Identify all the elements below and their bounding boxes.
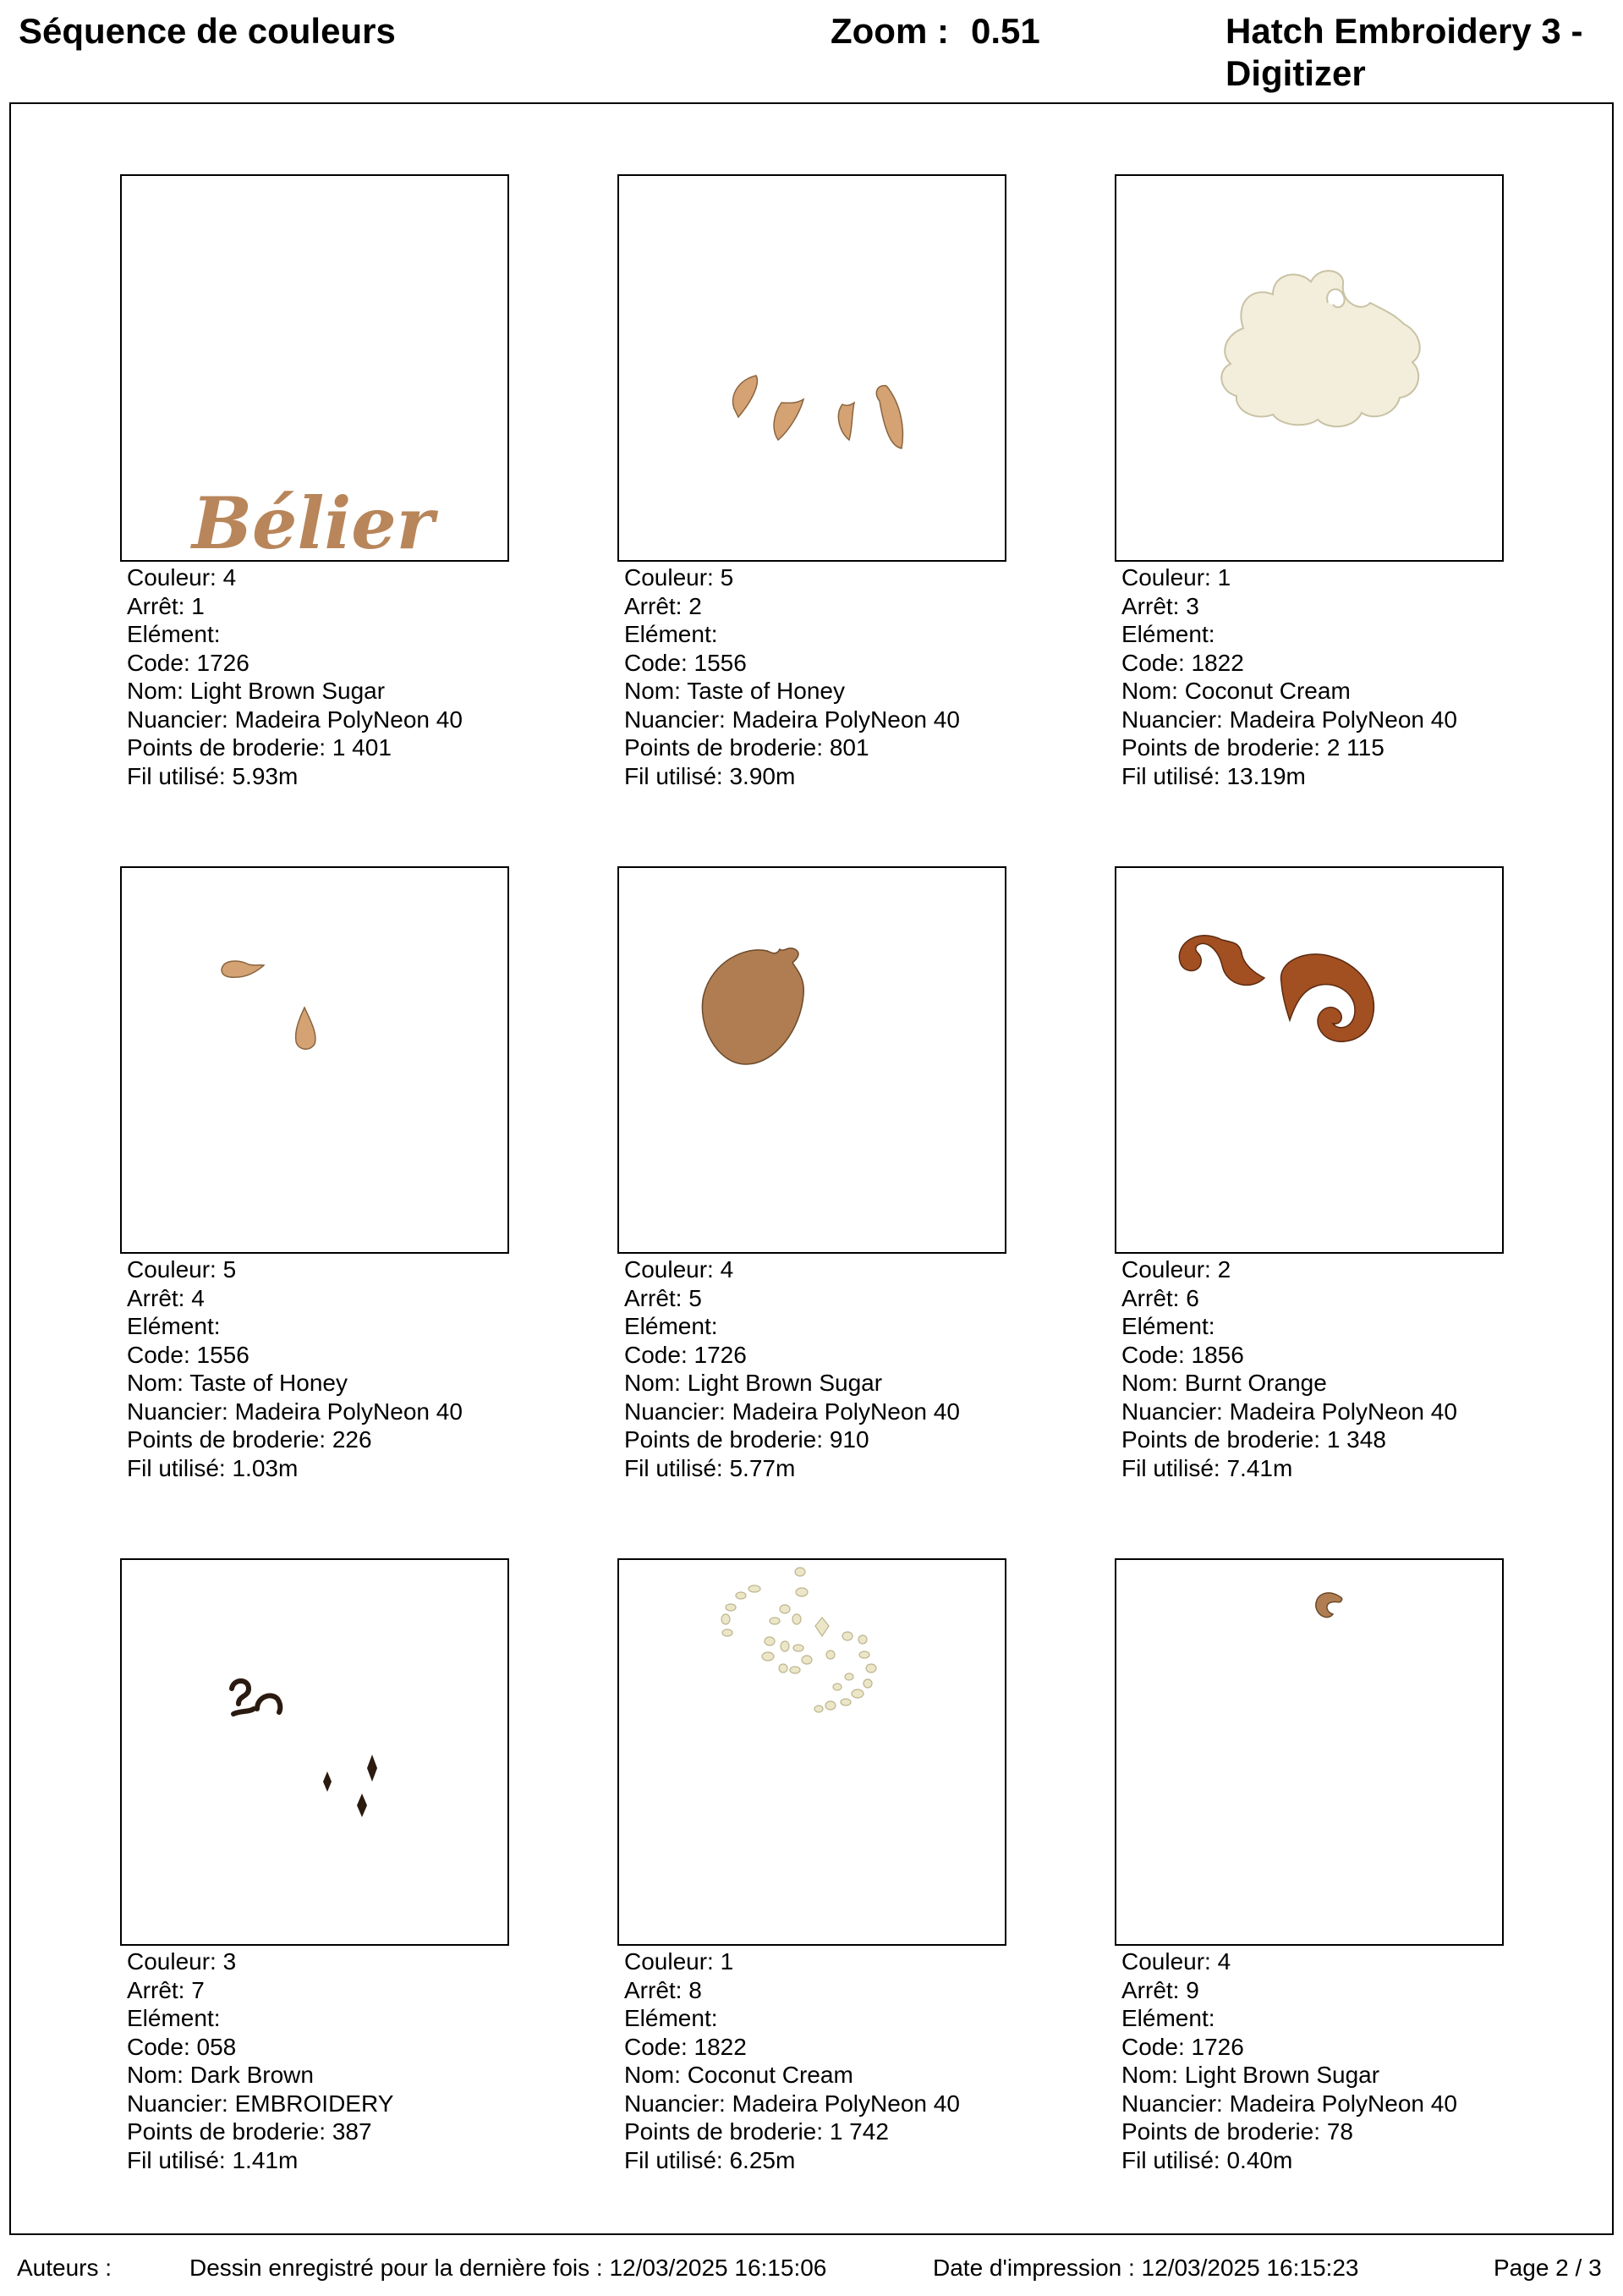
points-row — [1121, 733, 1457, 762]
nuancier-label: Nuancier: — [624, 2090, 726, 2117]
nom-label: Nom: — [1121, 678, 1178, 704]
couleur-row — [1121, 563, 1457, 592]
sparkle-small-left — [323, 1771, 332, 1792]
leaf-dot — [842, 1632, 853, 1640]
horn-shape-left — [1179, 936, 1264, 986]
arret-label: Arrêt: — [127, 1976, 185, 2003]
points-value: 387 — [332, 2118, 372, 2145]
points-label: Points de broderie: — [1121, 1426, 1321, 1453]
leaf-dot — [802, 1656, 812, 1664]
code-row — [127, 649, 463, 678]
nom-row — [127, 677, 463, 706]
points-label: Points de broderie: — [127, 734, 326, 761]
nuancier-row — [624, 1398, 960, 1426]
nostril-curl-shape — [1316, 1593, 1342, 1618]
element-row — [624, 620, 960, 649]
fil-row — [1121, 1454, 1457, 1483]
leaf-dots-group — [721, 1568, 876, 1712]
code-value: 058 — [196, 2033, 237, 2060]
nom-value: Taste of Honey — [189, 1370, 348, 1396]
wool-cloud-shape — [1221, 271, 1419, 426]
element-label: Elément: — [1121, 621, 1215, 647]
couleur-row — [1121, 1947, 1457, 1976]
element-row — [1121, 1312, 1457, 1341]
nuancier-label: Nuancier: — [1121, 706, 1223, 733]
nuancier-row — [127, 706, 463, 734]
arret-label: Arrêt: — [127, 1284, 185, 1311]
couleur-label: Couleur: — [1121, 1256, 1211, 1283]
arret-value: 5 — [688, 1284, 702, 1311]
leaf-dot — [852, 1689, 864, 1698]
nom-row — [127, 2061, 393, 2090]
zoom-value: 0.51 — [970, 11, 1040, 51]
fil-label: Fil utilisé: — [624, 2146, 723, 2173]
footer-page-number: Page 2 / 3 — [1494, 2255, 1602, 2281]
element-label: Elément: — [127, 2005, 221, 2031]
element-row — [1121, 620, 1457, 649]
code-label: Code: — [1121, 1341, 1185, 1368]
design-preview-face — [619, 868, 1006, 1254]
leaf-dot — [825, 1701, 836, 1710]
points-value: 1 742 — [829, 2118, 889, 2145]
fil-label: Fil utilisé: — [1121, 2146, 1220, 2173]
arret-label: Arrêt: — [1121, 1284, 1180, 1311]
face-oval-shape — [702, 948, 803, 1064]
couleur-label: Couleur: — [1121, 1948, 1211, 1975]
code-value: 1726 — [196, 649, 249, 676]
stop-thumbnail-5 — [617, 866, 1006, 1254]
nuancier-label: Nuancier: — [127, 2090, 228, 2117]
design-preview-nostril — [1116, 1560, 1504, 1946]
code-value: 1556 — [196, 1341, 249, 1368]
points-label: Points de broderie: — [1121, 2118, 1321, 2145]
nuancier-row — [1121, 706, 1457, 734]
fil-label: Fil utilisé: — [1121, 762, 1220, 789]
nuancier-label: Nuancier: — [624, 1398, 726, 1425]
code-label: Code: — [127, 1341, 190, 1368]
footer-print-date: Date d'impression : 12/03/2025 16:15:23 — [933, 2255, 1359, 2281]
stop-info-3 — [1121, 563, 1457, 790]
couleur-value: 2 — [1217, 1256, 1231, 1283]
arret-value: 2 — [688, 592, 702, 619]
couleur-value: 4 — [720, 1256, 734, 1283]
nuancier-row — [624, 706, 960, 734]
points-value: 910 — [829, 1426, 869, 1453]
arret-value: 6 — [1186, 1284, 1199, 1311]
couleur-value: 4 — [1217, 1948, 1231, 1975]
nom-label: Nom: — [624, 678, 681, 704]
stop-thumbnail-4 — [120, 866, 509, 1254]
leaf-dot — [790, 1667, 800, 1673]
leaf-diamond — [815, 1618, 829, 1636]
element-row — [127, 620, 463, 649]
element-label: Elément: — [624, 621, 718, 647]
stop-info-8 — [624, 1947, 960, 2174]
stop-info-5 — [624, 1255, 960, 1482]
nom-value: Light Brown Sugar — [687, 1370, 883, 1396]
couleur-row — [624, 1947, 960, 1976]
code-value: 1726 — [694, 1341, 747, 1368]
code-row — [624, 1341, 960, 1370]
ear-shape-left — [733, 376, 758, 417]
points-value: 1 401 — [332, 734, 392, 761]
fil-value: 13.19m — [1226, 762, 1306, 789]
code-value: 1726 — [1191, 2033, 1244, 2060]
code-label: Code: — [127, 2033, 190, 2060]
nom-value: Coconut Cream — [687, 2062, 853, 2088]
curl-detail-left — [232, 1681, 254, 1714]
stop-thumbnail-9 — [1115, 1558, 1504, 1946]
leaf-dot — [793, 1645, 803, 1651]
leaf-dot — [833, 1684, 842, 1690]
element-row — [624, 2004, 960, 2033]
app-name-line2: Digitizer — [1225, 53, 1366, 93]
drop-shape-horizontal — [222, 961, 264, 977]
design-preview-belier-text — [122, 176, 509, 562]
fil-label: Fil utilisé: — [1121, 1454, 1220, 1481]
arret-value: 4 — [191, 1284, 205, 1311]
points-label: Points de broderie: — [127, 1426, 326, 1453]
code-row — [127, 1341, 463, 1370]
code-label: Code: — [1121, 649, 1185, 676]
element-label: Elément: — [1121, 2005, 1215, 2031]
fil-row — [624, 2146, 960, 2175]
design-preview-details — [122, 1560, 509, 1946]
code-label: Code: — [127, 649, 190, 676]
nom-value: Coconut Cream — [1184, 678, 1351, 704]
ear-shape-right — [876, 386, 902, 448]
couleur-label: Couleur: — [624, 1256, 714, 1283]
nuancier-row — [127, 2090, 393, 2118]
code-row — [1121, 649, 1457, 678]
element-row — [127, 2004, 393, 2033]
points-row — [127, 1425, 463, 1454]
nuancier-label: Nuancier: — [624, 706, 726, 733]
fil-value: 6.25m — [729, 2146, 796, 2173]
couleur-label: Couleur: — [127, 1256, 217, 1283]
code-label: Code: — [1121, 2033, 1185, 2060]
fil-value: 1.03m — [232, 1454, 299, 1481]
leaf-dot — [845, 1673, 853, 1680]
points-label: Points de broderie: — [624, 734, 824, 761]
points-value: 226 — [332, 1426, 372, 1453]
ear-shape-right-inner — [838, 403, 854, 440]
couleur-row — [127, 563, 463, 592]
design-preview-leaves — [619, 1560, 1006, 1946]
sparkle-large — [367, 1755, 377, 1782]
design-preview-horns — [1116, 868, 1504, 1254]
couleur-value: 5 — [222, 1256, 237, 1283]
couleur-label: Couleur: — [624, 1948, 714, 1975]
points-row — [1121, 2117, 1457, 2146]
element-label: Elément: — [127, 621, 221, 647]
code-label: Code: — [624, 649, 688, 676]
couleur-value: 5 — [720, 564, 734, 590]
leaf-dot — [722, 1629, 732, 1636]
horn-shape-right — [1281, 954, 1374, 1041]
arret-row — [1121, 1976, 1457, 2005]
couleur-row — [1121, 1255, 1457, 1284]
stop-info-2 — [624, 563, 960, 790]
arret-value: 3 — [1186, 592, 1199, 619]
arret-value: 8 — [688, 1976, 702, 2003]
nom-row — [624, 2061, 960, 2090]
fil-label: Fil utilisé: — [127, 1454, 226, 1481]
points-row — [127, 2117, 393, 2146]
couleur-value: 4 — [222, 564, 237, 590]
stop-info-1 — [127, 563, 463, 790]
arret-label: Arrêt: — [624, 1284, 683, 1311]
element-label: Elément: — [1121, 1313, 1215, 1339]
couleur-label: Couleur: — [624, 564, 714, 590]
ear-shape-left-inner — [774, 399, 803, 440]
couleur-value: 1 — [720, 1948, 734, 1975]
stop-thumbnail-3 — [1115, 174, 1504, 562]
belier-lettering: Bélier — [192, 481, 434, 563]
leaf-dot — [814, 1706, 823, 1712]
arret-row — [624, 1976, 960, 2005]
curl-detail-right — [257, 1695, 280, 1712]
leaf-dot — [726, 1604, 736, 1611]
stop-thumbnail-2 — [617, 174, 1006, 562]
couleur-row — [624, 1255, 960, 1284]
code-label: Code: — [624, 1341, 688, 1368]
arret-value: 7 — [191, 1976, 205, 2003]
arret-label: Arrêt: — [127, 592, 185, 619]
leaf-dot — [762, 1652, 774, 1661]
points-row — [1121, 1425, 1457, 1454]
points-row — [624, 2117, 960, 2146]
fil-label: Fil utilisé: — [624, 762, 723, 789]
couleur-row — [624, 563, 960, 592]
nuancier-label: Nuancier: — [1121, 1398, 1223, 1425]
nom-row — [1121, 677, 1457, 706]
arret-value: 1 — [191, 592, 205, 619]
arret-row — [127, 1284, 463, 1313]
leaf-dot — [858, 1635, 867, 1644]
stop-info-9 — [1121, 1947, 1457, 2174]
nuancier-value: Madeira PolyNeon 40 — [1229, 706, 1457, 733]
fil-label: Fil utilisé: — [127, 2146, 226, 2173]
couleur-row — [127, 1947, 393, 1976]
element-row — [624, 1312, 960, 1341]
arret-label: Arrêt: — [1121, 1976, 1180, 2003]
fil-row — [1121, 2146, 1457, 2175]
nom-label: Nom: — [127, 2062, 184, 2088]
points-label: Points de broderie: — [127, 2118, 326, 2145]
page-title: Séquence de couleurs — [19, 11, 396, 51]
leaf-dot — [721, 1614, 730, 1624]
couleur-value: 3 — [222, 1948, 237, 1975]
nom-label: Nom: — [1121, 2062, 1178, 2088]
element-label: Elément: — [127, 1313, 221, 1339]
nom-row — [624, 677, 960, 706]
points-value: 78 — [1326, 2118, 1353, 2145]
stop-thumbnail-1 — [120, 174, 509, 562]
nom-value: Burnt Orange — [1184, 1370, 1327, 1396]
fil-row — [1121, 762, 1457, 791]
zoom-indicator — [831, 10, 1040, 52]
nom-value: Light Brown Sugar — [189, 678, 386, 704]
nuancier-value: Madeira PolyNeon 40 — [732, 1398, 960, 1425]
nom-value: Light Brown Sugar — [1184, 2062, 1380, 2088]
stop-thumbnail-7 — [120, 1558, 509, 1946]
fil-row — [624, 762, 960, 791]
leaf-dot — [770, 1618, 780, 1624]
arret-label: Arrêt: — [1121, 592, 1180, 619]
leaf-dot — [792, 1614, 801, 1624]
stop-info-4 — [127, 1255, 463, 1482]
leaf-dot — [864, 1679, 872, 1688]
nuancier-label: Nuancier: — [1121, 2090, 1223, 2117]
points-row — [624, 1425, 960, 1454]
nuancier-label: Nuancier: — [127, 706, 228, 733]
couleur-label: Couleur: — [127, 1948, 217, 1975]
fil-value: 3.90m — [729, 762, 796, 789]
arret-value: 9 — [1186, 1976, 1199, 2003]
points-value: 1 348 — [1326, 1426, 1386, 1453]
stop-thumbnail-6 — [1115, 866, 1504, 1254]
fil-value: 0.40m — [1226, 2146, 1293, 2173]
drop-shape-vertical — [296, 1008, 315, 1049]
couleur-value: 1 — [1217, 564, 1231, 590]
fil-label: Fil utilisé: — [127, 762, 226, 789]
leaf-dot — [841, 1699, 851, 1706]
code-value: 1822 — [694, 2033, 747, 2060]
nuancier-row — [624, 2090, 960, 2118]
points-label: Points de broderie: — [624, 1426, 824, 1453]
nom-label: Nom: — [1121, 1370, 1178, 1396]
footer-authors: Auteurs : — [17, 2255, 112, 2281]
code-value: 1822 — [1191, 649, 1244, 676]
couleur-label: Couleur: — [1121, 564, 1211, 590]
fil-value: 7.41m — [1226, 1454, 1293, 1481]
fil-label: Fil utilisé: — [624, 1454, 723, 1481]
nuancier-value: Madeira PolyNeon 40 — [732, 706, 960, 733]
couleur-label: Couleur: — [127, 564, 217, 590]
element-row — [127, 1312, 463, 1341]
nuancier-row — [127, 1398, 463, 1426]
arret-label: Arrêt: — [624, 592, 683, 619]
code-row — [127, 2033, 393, 2062]
nom-row — [624, 1369, 960, 1398]
stop-info-7 — [127, 1947, 393, 2174]
nuancier-value: Madeira PolyNeon 40 — [732, 2090, 960, 2117]
fil-row — [127, 762, 463, 791]
leaf-dot — [796, 1588, 808, 1596]
nom-row — [1121, 1369, 1457, 1398]
nom-row — [1121, 2061, 1457, 2090]
leaf-dot — [779, 1664, 787, 1673]
nuancier-row — [1121, 1398, 1457, 1426]
arret-label: Arrêt: — [624, 1976, 683, 2003]
stop-info-6 — [1121, 1255, 1457, 1482]
points-label: Points de broderie: — [1121, 734, 1321, 761]
nuancier-value: Madeira PolyNeon 40 — [1229, 1398, 1457, 1425]
nom-row — [127, 1369, 463, 1398]
leaf-dot — [866, 1664, 876, 1673]
arret-row — [624, 592, 960, 621]
arret-row — [1121, 1284, 1457, 1313]
app-name — [1225, 10, 1615, 95]
footer-last-saved: Dessin enregistré pour la dernière fois : 12/03/2025 16:15:06 — [189, 2255, 827, 2281]
stop-thumbnail-8 — [617, 1558, 1006, 1946]
couleur-row — [127, 1255, 463, 1284]
points-label: Points de broderie: — [624, 2118, 824, 2145]
zoom-label: Zoom : — [831, 11, 949, 51]
leaf-dot — [780, 1605, 790, 1613]
fil-value: 5.77m — [729, 1454, 796, 1481]
leaf-dot — [736, 1592, 746, 1599]
element-label: Elément: — [624, 2005, 718, 2031]
leaf-dot — [859, 1651, 869, 1658]
leaf-dot — [826, 1651, 835, 1659]
code-label: Code: — [624, 2033, 688, 2060]
fil-value: 5.93m — [232, 762, 299, 789]
code-row — [624, 2033, 960, 2062]
code-row — [624, 649, 960, 678]
nom-label: Nom: — [127, 1370, 184, 1396]
arret-row — [127, 1976, 393, 2005]
nom-label: Nom: — [624, 1370, 681, 1396]
app-name-line1: Hatch Embroidery 3 - — [1225, 11, 1583, 51]
fil-row — [127, 2146, 393, 2175]
code-row — [1121, 1341, 1457, 1370]
element-row — [1121, 2004, 1457, 2033]
points-value: 801 — [829, 734, 869, 761]
design-preview-wool — [1116, 176, 1504, 562]
arret-row — [624, 1284, 960, 1313]
points-row — [624, 733, 960, 762]
fil-value: 1.41m — [232, 2146, 299, 2173]
arret-row — [127, 592, 463, 621]
leaf-dot — [765, 1637, 775, 1645]
code-value: 1556 — [694, 649, 747, 676]
points-row — [127, 733, 463, 762]
design-preview-ears — [619, 176, 1006, 562]
nom-label: Nom: — [624, 2062, 681, 2088]
code-value: 1856 — [1191, 1341, 1244, 1368]
leaf-dot — [781, 1641, 789, 1651]
nom-value: Dark Brown — [189, 2062, 314, 2088]
arret-row — [1121, 592, 1457, 621]
code-row — [1121, 2033, 1457, 2062]
design-preview-drops — [122, 868, 509, 1254]
nuancier-value: Madeira PolyNeon 40 — [234, 706, 463, 733]
leaf-dot — [748, 1585, 760, 1592]
leaf-dot — [795, 1568, 805, 1576]
nuancier-value: Madeira PolyNeon 40 — [1229, 2090, 1457, 2117]
points-value: 2 115 — [1326, 734, 1384, 761]
fil-row — [127, 1454, 463, 1483]
nuancier-value: EMBROIDERY — [234, 2090, 394, 2117]
nuancier-value: Madeira PolyNeon 40 — [234, 1398, 463, 1425]
element-label: Elément: — [624, 1313, 718, 1339]
nom-label: Nom: — [127, 678, 184, 704]
nuancier-row — [1121, 2090, 1457, 2118]
sparkle-small-bottom — [357, 1793, 367, 1817]
nuancier-label: Nuancier: — [127, 1398, 228, 1425]
fil-row — [624, 1454, 960, 1483]
nom-value: Taste of Honey — [687, 678, 845, 704]
